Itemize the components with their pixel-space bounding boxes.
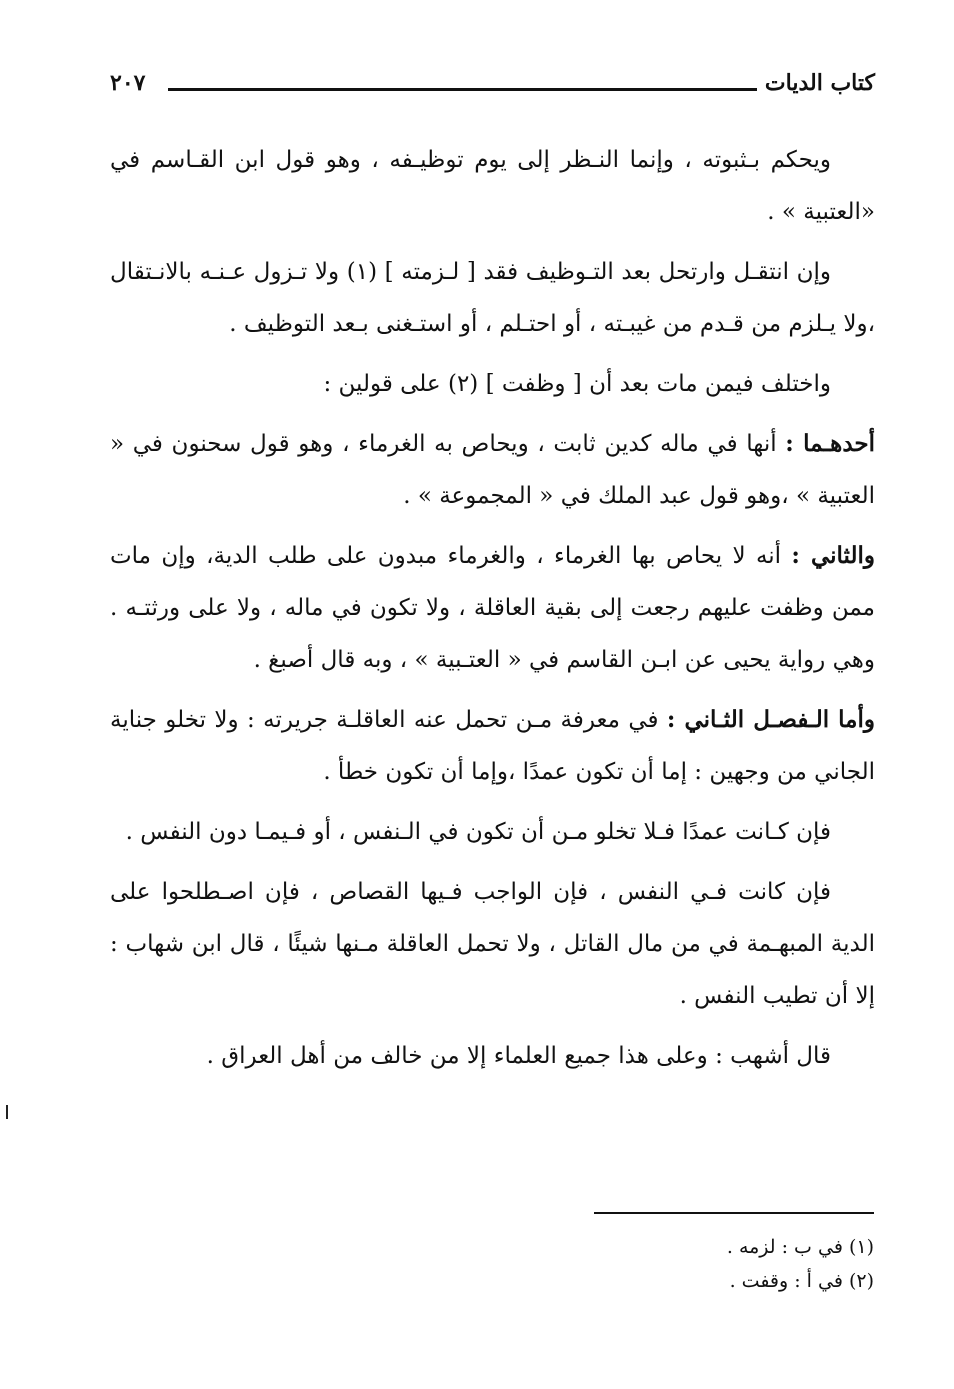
paragraph-3: واختلف فيمن مات بعد أن [ وظفت ] (٢) على قولين : bbox=[323, 371, 831, 397]
paragraph-5 bbox=[110, 530, 875, 686]
footnote-rule bbox=[594, 1212, 874, 1214]
paragraph-5-lead: والثاني : bbox=[791, 542, 875, 569]
paragraph-1: ويحكم بـثبوته ، وإنما النـظر إلى يوم توظيـفه ، وهو قول ابن القـاسم في «العتبية » . bbox=[110, 147, 875, 225]
footnotes bbox=[374, 1230, 874, 1298]
paragraph-2: وإن انتقـل وارتحل بعد التـوظيف فقد [ لـزمته ] (١) ولا تـزول عـنـه بالانـتقال ،ولا يـلزم من قـدم من غيبـته ، أو احتـلم ، أو استـغنى بـعد التوظيف . bbox=[110, 259, 875, 337]
footnote-2: (٢) في أ : وقفت . bbox=[729, 1270, 874, 1292]
footnote-1: (١) في ب : لزمه . bbox=[726, 1236, 874, 1258]
page-number: ٢٠٧ bbox=[110, 70, 146, 96]
paragraph-7: فإن كـانت عمدًا فـلا تخلو مـن أن تكون في الـنفس ، أو فـيمـا دون النفس . bbox=[125, 819, 831, 845]
paragraph-5-text: أنه لا يحاص بها الغرماء ، والغرماء مبدون على طلب الدية، وإن مات ممن وظفت عليهم رجعت إلى بقية العاقلة ، ولا تكون في ماله ، ولا على ورثتـه . وهي رواية يحيى عن ابـن القاسم في « العتـبية » ، وبه قال أصبغ . bbox=[110, 543, 875, 673]
body-text bbox=[110, 134, 875, 1090]
paragraph-8: فإن كانت فـي النفس ، فإن الواجب فـيها القصاص ، فإن اصـطلحوا على الدية المبهـمة في من مال القاتل ، ولا تحمل العاقلة مـنها شيئًا ، قال ابن شهاب : إلا أن تطيب النفس . bbox=[110, 879, 875, 1009]
page-header bbox=[110, 66, 875, 106]
paragraph-6-lead: وأما الـفصـل الثـاني : bbox=[666, 706, 875, 733]
running-title: كتاب الديات bbox=[764, 70, 875, 96]
paragraph-4-lead: أحدهـما : bbox=[785, 430, 875, 457]
header-rule bbox=[168, 88, 757, 91]
paragraph-9: قال أشهب : وعلى هذا جميع العلماء إلا من خالف من أهل العراق . bbox=[206, 1043, 831, 1069]
paragraph-6-text: في معرفة مـن تحمل عنه العاقلـة جريرته : ولا تخلو جناية الجاني من وجهين : إما أن تكون عمدًا ،وإما أن تكون خطأ . bbox=[110, 707, 875, 785]
scan-mark bbox=[6, 1105, 8, 1119]
paragraph-4 bbox=[110, 418, 875, 522]
paragraph-4-text: أنها في ماله كدين ثابت ، ويحاص به الغرماء ، وهو قول سحنون في « العتبية » ،وهو قول عبد الملك في « المجموعة » . bbox=[110, 431, 875, 509]
paragraph-6 bbox=[110, 694, 875, 798]
